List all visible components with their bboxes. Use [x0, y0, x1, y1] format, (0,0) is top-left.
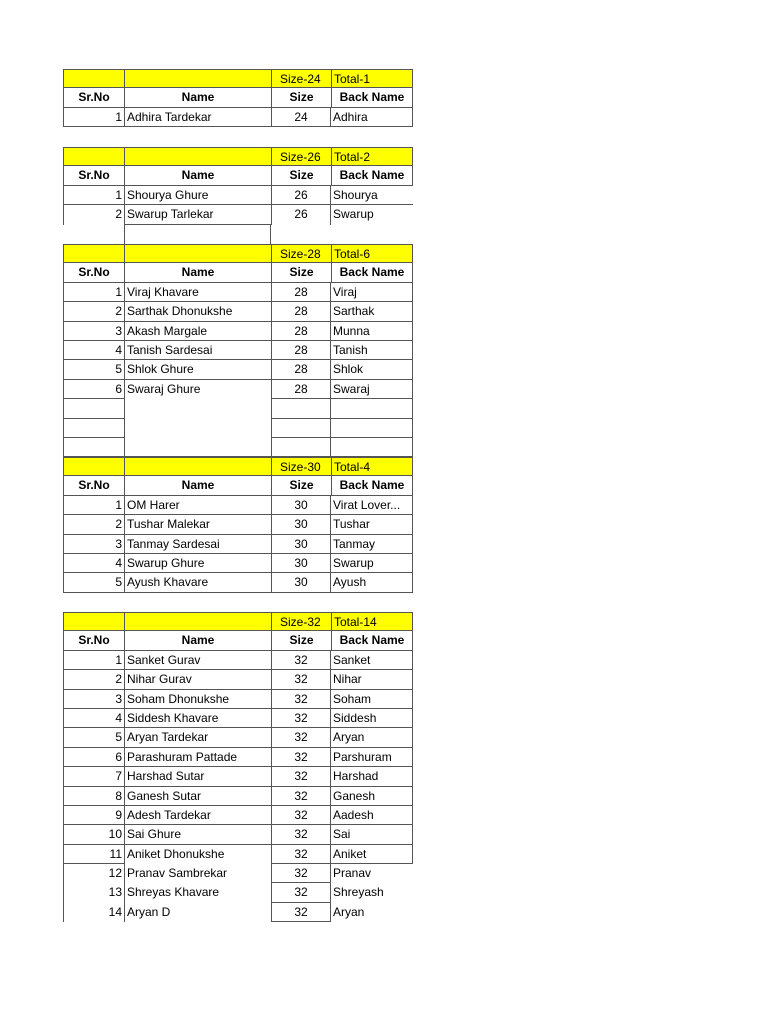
blank-cell [331, 399, 413, 418]
name-cell: Aniket Dhonukshe [124, 845, 271, 864]
name-cell: OM Harer [124, 496, 271, 515]
sr-cell: 7 [63, 767, 124, 786]
blank-row [63, 225, 413, 244]
group-header-row [63, 457, 413, 476]
table-row [63, 767, 413, 786]
name-cell: Siddesh Khavare [124, 709, 271, 728]
blank-cell [63, 457, 124, 476]
size-cell: 32 [271, 825, 331, 844]
name-cell: Swarup Ghure [124, 554, 271, 573]
table-row [63, 690, 413, 709]
name-cell: Adesh Tardekar [124, 806, 271, 825]
name-cell: Aryan Tardekar [124, 728, 271, 747]
blank-cell [271, 225, 331, 244]
size-label: Size-30 [271, 457, 331, 476]
sr-cell: 1 [63, 283, 124, 302]
size-label: Size-28 [271, 244, 331, 263]
back-name-cell: Ganesh [331, 787, 413, 806]
blank-cell [63, 225, 124, 244]
blank-cell [271, 399, 331, 418]
size-24-table [63, 69, 413, 127]
sr-cell: 2 [63, 670, 124, 689]
size-cell: 30 [271, 573, 331, 592]
blank-cell [124, 69, 271, 88]
back-name-cell: Viraj [331, 283, 413, 302]
back-name-cell: Harshad [331, 767, 413, 786]
blank-cell [63, 69, 124, 88]
blank-cell [63, 244, 124, 263]
table-row [63, 728, 413, 747]
back-name-cell: Ayush [331, 573, 413, 592]
sr-cell: 2 [63, 515, 124, 534]
blank-cell [124, 438, 271, 457]
back-name-cell: Aryan [331, 728, 413, 747]
blank-row [63, 419, 413, 438]
column-header-row [63, 263, 413, 282]
sr-cell: 10 [63, 825, 124, 844]
group-header-row [63, 612, 413, 631]
name-cell: Tanish Sardesai [124, 341, 271, 360]
size-cell: 30 [271, 535, 331, 554]
table-row [63, 787, 413, 806]
sr-cell: 1 [63, 651, 124, 670]
blank-cell [331, 225, 413, 244]
total-label: Total-4 [331, 457, 413, 476]
back-name-cell: Swaraj [331, 380, 413, 399]
col-back-name: Back Name [331, 631, 413, 650]
col-name: Name [124, 166, 271, 185]
col-size: Size [271, 631, 331, 650]
back-name-cell: Shlok [331, 360, 413, 379]
size-28-table [63, 244, 413, 457]
blank-cell [124, 244, 271, 263]
total-label: Total-14 [331, 612, 413, 631]
size-cell: 28 [271, 322, 331, 341]
col-srno: Sr.No [63, 166, 124, 185]
name-cell: Aryan D [124, 903, 271, 922]
back-name-cell: Shourya [331, 186, 413, 205]
sr-cell: 6 [63, 748, 124, 767]
size-cell: 28 [271, 302, 331, 321]
table-row [63, 535, 413, 554]
name-cell: Sanket Gurav [124, 651, 271, 670]
back-name-cell: Sai [331, 825, 413, 844]
size-cell: 32 [271, 690, 331, 709]
blank-cell [124, 399, 271, 418]
name-cell: Soham Dhonukshe [124, 690, 271, 709]
blank-cell [124, 457, 271, 476]
group-header-row [63, 69, 413, 88]
name-cell: Ganesh Sutar [124, 787, 271, 806]
back-name-cell: Pranav [333, 866, 372, 881]
size-cell: 26 [271, 186, 331, 205]
table-row [63, 360, 413, 379]
size-label: Size-32 [271, 612, 331, 631]
size-cell: 32 [271, 651, 331, 670]
size-cell: 24 [271, 108, 331, 127]
sr-cell: 3 [63, 322, 124, 341]
column-header-row [63, 166, 413, 185]
sr-cell: 14 [63, 903, 124, 922]
col-back-name: Back Name [331, 476, 413, 495]
table-row [63, 302, 413, 321]
col-size: Size [271, 88, 331, 107]
col-size: Size [271, 166, 331, 185]
sr-cell: 11 [63, 845, 124, 864]
group-header-row [63, 147, 413, 166]
col-size: Size [271, 476, 331, 495]
sr-cell: 5 [63, 360, 124, 379]
sr-cell: 5 [63, 728, 124, 747]
size-cell: 32 [271, 767, 331, 786]
sr-cell: 3 [63, 535, 124, 554]
size-cell: 32 [271, 903, 331, 922]
back-name-cell: Soham [331, 690, 413, 709]
name-cell: Swarup Tarlekar [124, 205, 271, 224]
col-srno: Sr.No [63, 631, 124, 650]
size-cell: 28 [271, 283, 331, 302]
sr-cell: 5 [63, 573, 124, 592]
size-cell: 32 [271, 709, 331, 728]
size-cell: 30 [271, 496, 331, 515]
table-row [63, 825, 413, 844]
blank-cell [63, 399, 124, 418]
size-cell: 32 [271, 864, 331, 883]
sr-cell: 6 [63, 380, 124, 399]
blank-cell [63, 147, 124, 166]
blank-cell [124, 419, 271, 438]
size-30-table [63, 457, 413, 593]
size-cell: 28 [271, 380, 331, 399]
col-name: Name [124, 476, 271, 495]
size-cell: 28 [271, 341, 331, 360]
name-cell: Swaraj Ghure [124, 380, 271, 399]
table-row [63, 845, 413, 864]
table-row [63, 380, 413, 399]
name-cell: Parashuram Pattade [124, 748, 271, 767]
col-name: Name [124, 631, 271, 650]
size-cell: 32 [271, 806, 331, 825]
size-cell: 26 [271, 205, 331, 224]
blank-cell [124, 147, 271, 166]
name-cell: Shlok Ghure [124, 360, 271, 379]
col-back-name: Back Name [331, 88, 413, 107]
size-cell: 32 [271, 845, 331, 864]
column-header-row [63, 631, 413, 650]
sr-cell: 13 [63, 883, 124, 902]
back-name-cell: Sarthak [331, 302, 413, 321]
size-cell: 30 [271, 515, 331, 534]
table-row [63, 573, 413, 592]
back-name-cell: Munna [331, 322, 413, 341]
blank-row [63, 399, 413, 418]
back-name-cell: Shreyash [333, 885, 384, 900]
table-row [63, 748, 413, 767]
name-cell: Nihar Gurav [124, 670, 271, 689]
sr-cell: 4 [63, 554, 124, 573]
name-cell: Tushar Malekar [124, 515, 271, 534]
table-row [63, 322, 413, 341]
table-row [63, 515, 413, 534]
size-cell: 32 [271, 728, 331, 747]
back-name-cell: Nihar [331, 670, 413, 689]
sr-cell: 12 [63, 864, 124, 883]
back-name-cell: Adhira [331, 108, 413, 127]
col-name: Name [124, 88, 271, 107]
table-row [63, 883, 413, 902]
sr-cell: 1 [63, 108, 124, 127]
size-cell: 32 [271, 670, 331, 689]
group-header-row [63, 244, 413, 263]
blank-cell [63, 612, 124, 631]
back-name-cell: Aadesh [331, 806, 413, 825]
back-name-cell: Swarup [333, 207, 374, 222]
total-label: Total-6 [331, 244, 413, 263]
name-cell: Adhira Tardekar [124, 108, 271, 127]
back-name-cell: Aryan [333, 904, 365, 919]
sr-cell: 4 [63, 709, 124, 728]
sr-cell: 4 [63, 341, 124, 360]
size-label: Size-24 [271, 69, 331, 88]
blank-cell [271, 419, 331, 438]
col-back-name: Back Name [331, 263, 413, 282]
blank-cell [124, 225, 271, 244]
name-cell: Viraj Khavare [124, 283, 271, 302]
table-row [63, 670, 413, 689]
table-row [63, 806, 413, 825]
back-name-cell: Tanish [331, 341, 413, 360]
column-header-row [63, 88, 413, 107]
back-name-cell: Tanmay [331, 535, 413, 554]
table-row [63, 108, 413, 127]
size-label: Size-26 [271, 147, 331, 166]
table-row [63, 864, 413, 883]
name-cell: Tanmay Sardesai [124, 535, 271, 554]
table-row [63, 651, 413, 670]
table-row [63, 341, 413, 360]
blank-cell [271, 438, 331, 457]
col-size: Size [271, 263, 331, 282]
table-row [63, 186, 413, 205]
name-cell: Akash Margale [124, 322, 271, 341]
back-name-cell: Swarup [331, 554, 413, 573]
size-cell: 32 [271, 883, 331, 902]
back-name-cell: Siddesh [331, 709, 413, 728]
col-srno: Sr.No [63, 263, 124, 282]
total-label: Total-1 [331, 69, 413, 88]
table-row [63, 205, 413, 224]
blank-cell [63, 419, 124, 438]
col-srno: Sr.No [63, 88, 124, 107]
table-row [63, 903, 413, 922]
size-cell: 32 [271, 748, 331, 767]
col-name: Name [124, 263, 271, 282]
name-cell: Harshad Sutar [124, 767, 271, 786]
size-cell: 32 [271, 787, 331, 806]
back-name-cell: Parshuram [331, 748, 413, 767]
table-row [63, 283, 413, 302]
col-srno: Sr.No [63, 476, 124, 495]
size-26-table [63, 147, 413, 244]
col-back-name: Back Name [331, 166, 413, 185]
sr-cell: 1 [63, 186, 124, 205]
sr-cell: 2 [63, 302, 124, 321]
blank-cell [331, 438, 413, 457]
column-header-row [63, 476, 413, 495]
sr-cell: 3 [63, 690, 124, 709]
blank-cell [331, 419, 413, 438]
back-name-cell: Tushar [331, 515, 413, 534]
name-cell: Shourya Ghure [124, 186, 271, 205]
blank-cell [63, 438, 124, 457]
name-cell: Shreyas Khavare [124, 883, 271, 902]
size-cell: 28 [271, 360, 331, 379]
table-row [63, 709, 413, 728]
name-cell: Pranav Sambrekar [124, 864, 271, 883]
back-name-cell: Sanket [331, 651, 413, 670]
sr-cell: 1 [63, 496, 124, 515]
sr-cell: 9 [63, 806, 124, 825]
size-cell: 30 [271, 554, 331, 573]
total-label: Total-2 [331, 147, 413, 166]
table-row [63, 496, 413, 515]
sr-cell: 8 [63, 787, 124, 806]
name-cell: Ayush Khavare [124, 573, 271, 592]
name-cell: Sarthak Dhonukshe [124, 302, 271, 321]
sr-cell: 2 [63, 205, 124, 224]
back-name-cell: Aniket [331, 845, 413, 864]
size-32-table [63, 612, 413, 922]
blank-row [63, 438, 413, 457]
blank-cell [124, 612, 271, 631]
back-name-cell: Virat Lover... [331, 496, 413, 515]
name-cell: Sai Ghure [124, 825, 271, 844]
table-row [63, 554, 413, 573]
